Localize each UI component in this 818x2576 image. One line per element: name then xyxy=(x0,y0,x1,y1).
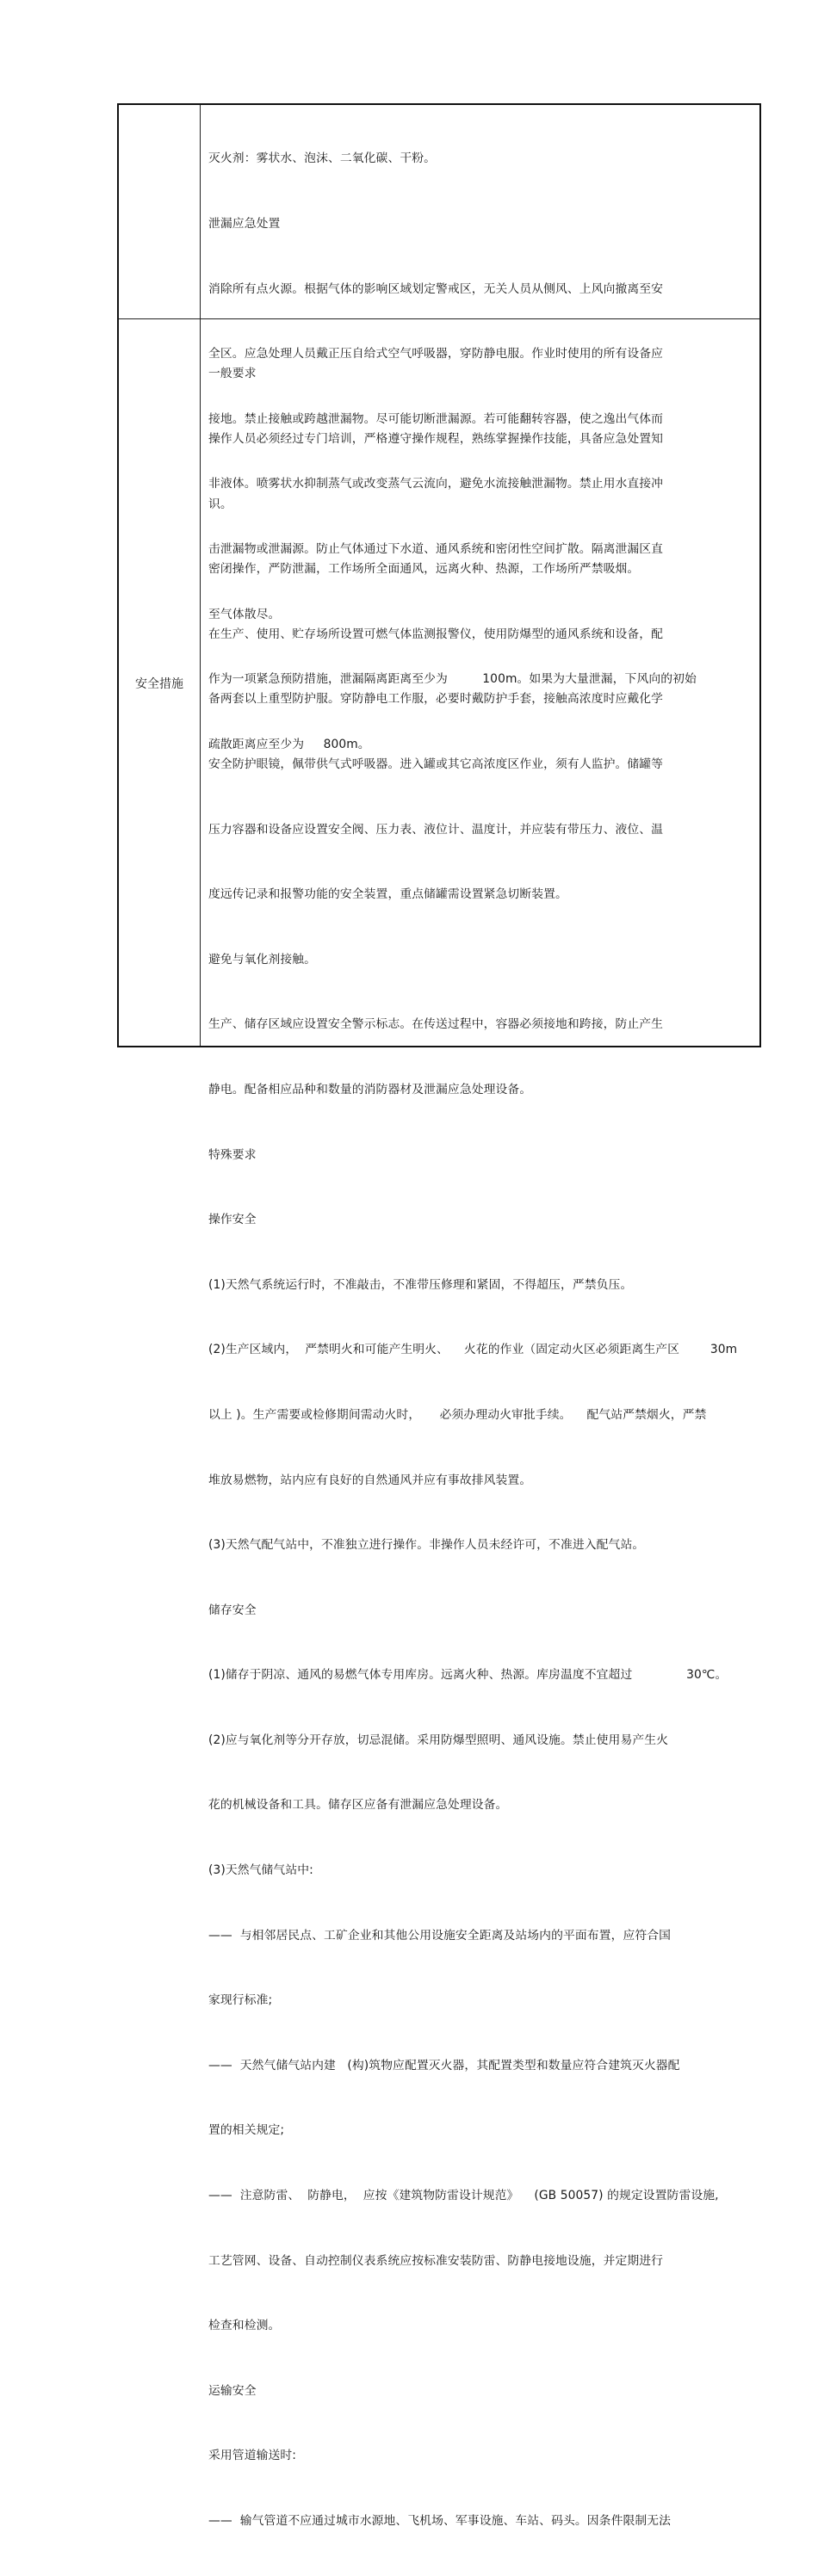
text-line: 一般要求 xyxy=(208,367,257,381)
text-line: 生产、储存区域应设置安全警示标志。在传送过程中，容器必须接地和跨接，防止产生 xyxy=(208,1017,664,1032)
text-line: (2)生产区域内， 严禁明火和可能产生明火、 火花的作业（固定动火区必须距离生产区 30m xyxy=(208,1343,738,1357)
text-line: 花的机械设备和工具。储存区应备有泄漏应急处理设备。 xyxy=(208,1798,508,1813)
text-line: 非液体。喷雾状水抑制蒸气或改变蒸气云流向，避免水流接触泄漏物。禁止用水直接冲 xyxy=(208,477,664,491)
text-line: 全区。应急处理人员戴正压自给式空气呼吸器，穿防静电服。作业时使用的所有设备应 xyxy=(208,347,664,361)
text-line: 灭火剂：雾状水、泡沫、二氧化碳、干粉。 xyxy=(208,151,437,166)
text-line: 备两套以上重型防护服。穿防静电工作服，必要时戴防护手套，接触高浓度时应戴化学 xyxy=(208,692,664,707)
text-line: 堆放易燃物，站内应有良好的自然通风并应有事故排风装置。 xyxy=(208,1473,532,1487)
text-line: 操作安全 xyxy=(208,1213,257,1227)
text-line: 储存安全 xyxy=(208,1603,257,1617)
text-line: 避免与氧化剂接触。 xyxy=(208,952,317,967)
text-line: 以上 )。生产需要或检修期间需动火时， 必须办理动火审批手续。 配气站严禁烟火，严禁 xyxy=(208,1407,707,1422)
text-line: —— 注意防雷、 防静电， 应按《建筑物防雷设计规范》 (GB 50057) 的规定设置防雷设施, xyxy=(208,2189,719,2203)
text-line: 检查和检测。 xyxy=(208,2319,281,2333)
text-line: —— 与相邻居民点、工矿企业和其他公用设施安全距离及站场内的平面布置，应符合国 xyxy=(208,1928,672,1943)
text-line: 识。 xyxy=(208,497,232,511)
text-line: 特殊要求 xyxy=(208,1147,257,1162)
text-line: 密闭操作，严防泄漏，工作场所全面通风，远离火种、热源，工作场所严禁吸烟。 xyxy=(208,562,640,577)
text-line: 工艺管网、设备、自动控制仪表系统应按标准安装防雷、防静电接地设施，并定期进行 xyxy=(208,2253,664,2268)
text-line: 击泄漏物或泄漏源。防止气体通过下水道、通风系统和密闭性空间扩散。隔离泄漏区直 xyxy=(208,541,664,556)
text-line: 在生产、使用、贮存场所设置可燃气体监测报警仪，使用防爆型的通风系统和设备，配 xyxy=(208,627,664,641)
text-line: 至气体散尽。 xyxy=(208,607,281,621)
text-line: 接地。禁止接触或跨越泄漏物。尽可能切断泄漏源。若可能翻转容器，使之逸出气体而 xyxy=(208,411,664,426)
text-line: —— 输气管道不应通过城市水源地、飞机场、军事设施、车站、码头。因条件限制无法 xyxy=(208,2514,672,2528)
text-line: —— 天然气储气站内建 (构)筑物应配置灭火器，其配置类型和数量应符合建筑灭火器配 xyxy=(208,2058,680,2073)
text-line: (2)应与氧化剂等分开存放，切忌混储。采用防爆型照明、通风设施。禁止使用易产生火 xyxy=(208,1733,669,1747)
row2-label: 安全措施 xyxy=(135,677,183,691)
text-line: 运输安全 xyxy=(208,2383,257,2398)
text-line: 静电。配备相应品种和数量的消防器材及泄漏应急处理设备。 xyxy=(208,1082,532,1096)
column-divider xyxy=(200,105,201,1046)
text-line: (3)天然气配气站中，不准独立进行操作。非操作人员未经许可，不准进入配气站。 xyxy=(208,1538,645,1553)
text-line: (1)储存于阴凉、通风的易燃气体专用库房。远离火种、热源。库房温度不宜超过 30℃。 xyxy=(208,1668,728,1683)
safety-table xyxy=(117,103,761,2528)
text-line: 置的相关规定; xyxy=(208,2123,285,2138)
text-line: 安全防护眼镜，佩带供气式呼吸器。进入罐或其它高浓度区作业，须有人监护。储罐等 xyxy=(208,757,664,771)
text-line: 泄漏应急处置 xyxy=(208,217,281,231)
text-line: (3)天然气储气站中: xyxy=(208,1863,313,1878)
text-line: 作为一项紧急预防措施，泄漏隔离距离至少为 100m。如果为大量泄漏，下风向的初始 xyxy=(208,672,697,687)
text-line: 度远传记录和报警功能的安全装置，重点储罐需设置紧急切断装置。 xyxy=(208,887,567,902)
text-line: 操作人员必须经过专门培训，严格遵守操作规程，熟练掌握操作技能，具备应急处置知 xyxy=(208,432,664,446)
text-line: 疏散距离应至少为 800m。 xyxy=(208,737,370,751)
row2-content xyxy=(208,320,759,2576)
text-line: (1)天然气系统运行时，不准敲击，不准带压修理和紧固，不得超压，严禁负压。 xyxy=(208,1277,633,1292)
text-line: 压力容器和设备应设置安全阀、压力表、液位计、温度计，并应装有带压力、液位、温 xyxy=(208,822,664,837)
text-line: 采用管道输送时: xyxy=(208,2449,297,2463)
text-line: 家现行标准; xyxy=(208,1993,273,2008)
text-line: 消除所有点火源。根据气体的影响区域划定警戒区，无关人员从侧风、上风向撤离至安 xyxy=(208,281,664,296)
